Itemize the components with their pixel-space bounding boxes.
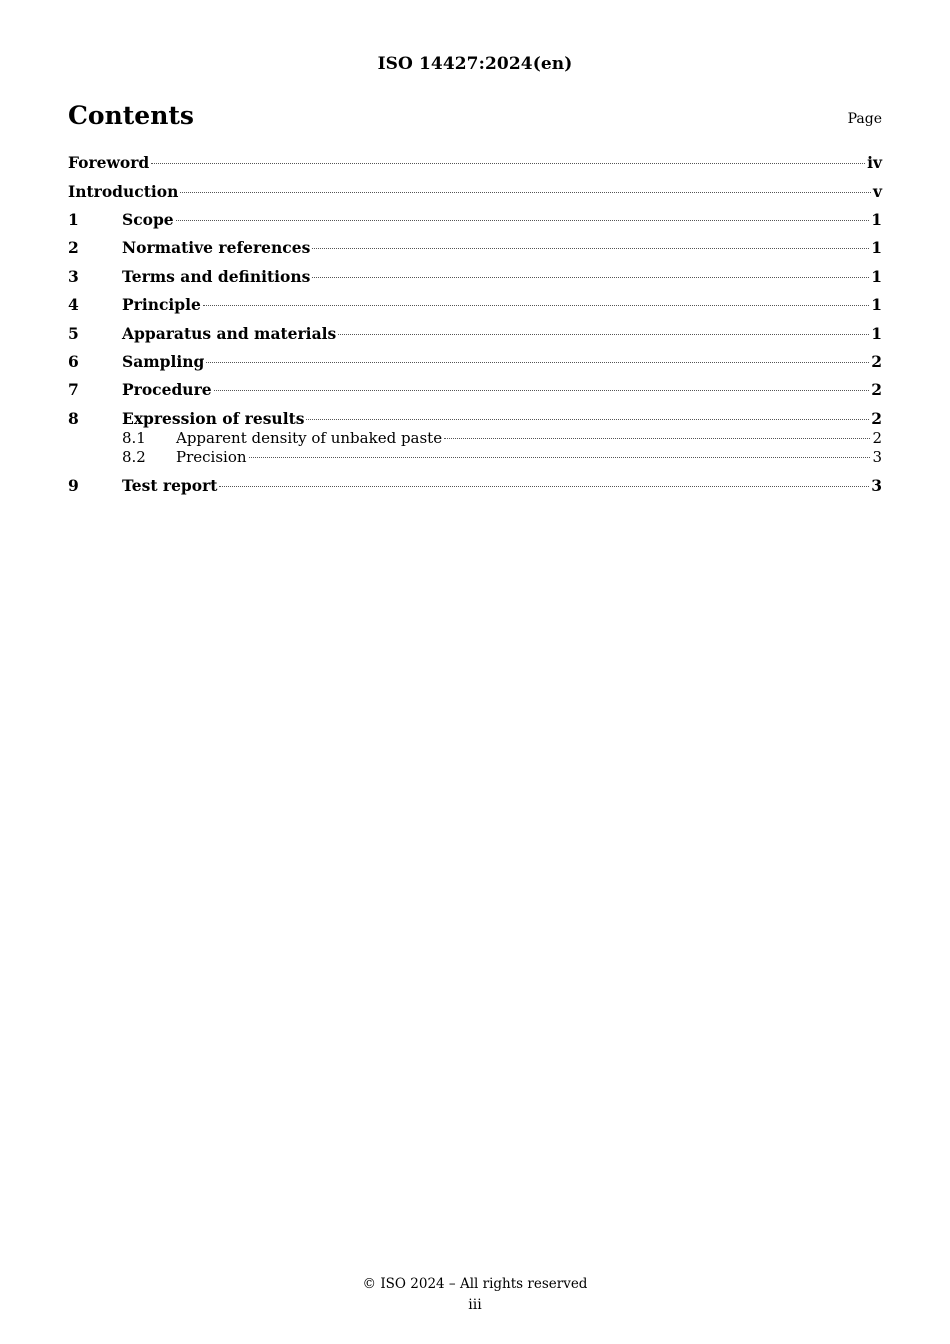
toc-entry[interactable]: [68, 295, 882, 317]
toc-entry-title: Procedure: [122, 380, 212, 399]
toc-entry-page: 1: [871, 295, 882, 314]
toc-entry-page: 1: [871, 324, 882, 343]
toc-entry[interactable]: [68, 153, 882, 175]
page-column-label: Page: [847, 111, 882, 127]
toc-entry-title: Principle: [122, 295, 201, 314]
toc-leader-dots: [312, 276, 869, 278]
toc-leader-dots: [219, 485, 869, 487]
toc-entry-title: Normative references: [122, 238, 311, 257]
toc-entry-page: v: [872, 182, 882, 201]
toc-entry-number: 8.1: [122, 429, 146, 447]
toc-entry-number: 7: [68, 380, 79, 399]
toc-entry-title: Foreword: [68, 153, 150, 172]
toc-entry[interactable]: [68, 324, 882, 346]
toc-entry-number: 3: [68, 267, 79, 286]
toc-entry[interactable]: [68, 448, 882, 468]
toc-leader-dots: [444, 437, 870, 439]
toc-entry[interactable]: [68, 380, 882, 402]
toc-entry-title: Scope: [122, 210, 174, 229]
toc-entry-number: 6: [68, 352, 79, 371]
toc-entry-title: Precision: [176, 448, 247, 466]
toc-entry-number: 2: [68, 238, 79, 257]
toc-entry-number: 8.2: [122, 448, 146, 466]
toc-leader-dots: [176, 219, 870, 221]
toc-entry[interactable]: [68, 210, 882, 232]
toc-entry-title: Expression of results: [122, 409, 305, 428]
copyright-notice: © ISO 2024 – All rights reserved: [362, 1276, 588, 1292]
toc-leader-dots: [214, 389, 870, 391]
document-id-header: ISO 14427:2024(en): [377, 54, 573, 74]
toc-entry-page: 2: [871, 380, 882, 399]
toc-entry[interactable]: [68, 429, 882, 449]
toc-leader-dots: [180, 191, 871, 193]
toc-entry-number: 1: [68, 210, 79, 229]
toc-entry[interactable]: [68, 409, 882, 431]
toc-entry-page: 2: [871, 409, 882, 428]
toc-entry-number: 9: [68, 476, 79, 495]
toc-entry-page: iv: [867, 153, 882, 172]
toc-leader-dots: [151, 162, 865, 164]
toc-entry-page: 2: [871, 352, 882, 371]
toc-entry-page: 2: [872, 429, 882, 447]
toc-entry-title: Introduction: [68, 182, 179, 201]
contents-title: Contents: [68, 101, 195, 130]
toc-entry-title: Apparent density of unbaked paste: [176, 429, 443, 447]
toc-entry-page: 1: [871, 267, 882, 286]
toc-entry-page: 1: [871, 210, 882, 229]
toc-entry[interactable]: [68, 238, 882, 260]
toc-entry[interactable]: [68, 182, 882, 204]
toc-entry-title: Sampling: [122, 352, 205, 371]
toc-leader-dots: [338, 333, 869, 335]
toc-entry-page: 3: [872, 448, 882, 466]
toc-entry[interactable]: [68, 476, 882, 498]
toc-leader-dots: [312, 247, 869, 249]
toc-entry[interactable]: [68, 267, 882, 289]
toc-entry-number: 8: [68, 409, 79, 428]
toc-entry-title: Apparatus and materials: [122, 324, 337, 343]
toc-leader-dots: [206, 361, 869, 363]
toc-entry-title: Test report: [122, 476, 218, 495]
toc-leader-dots: [306, 418, 869, 420]
toc-entry-number: 4: [68, 295, 79, 314]
toc-entry-page: 3: [871, 476, 882, 495]
toc-entry-page: 1: [871, 238, 882, 257]
toc-entry-number: 5: [68, 324, 79, 343]
toc-leader-dots: [203, 304, 869, 306]
toc-leader-dots: [249, 456, 871, 458]
toc-entry-title: Terms and definitions: [122, 267, 311, 286]
page-number: iii: [468, 1297, 482, 1313]
toc-entry[interactable]: [68, 352, 882, 374]
